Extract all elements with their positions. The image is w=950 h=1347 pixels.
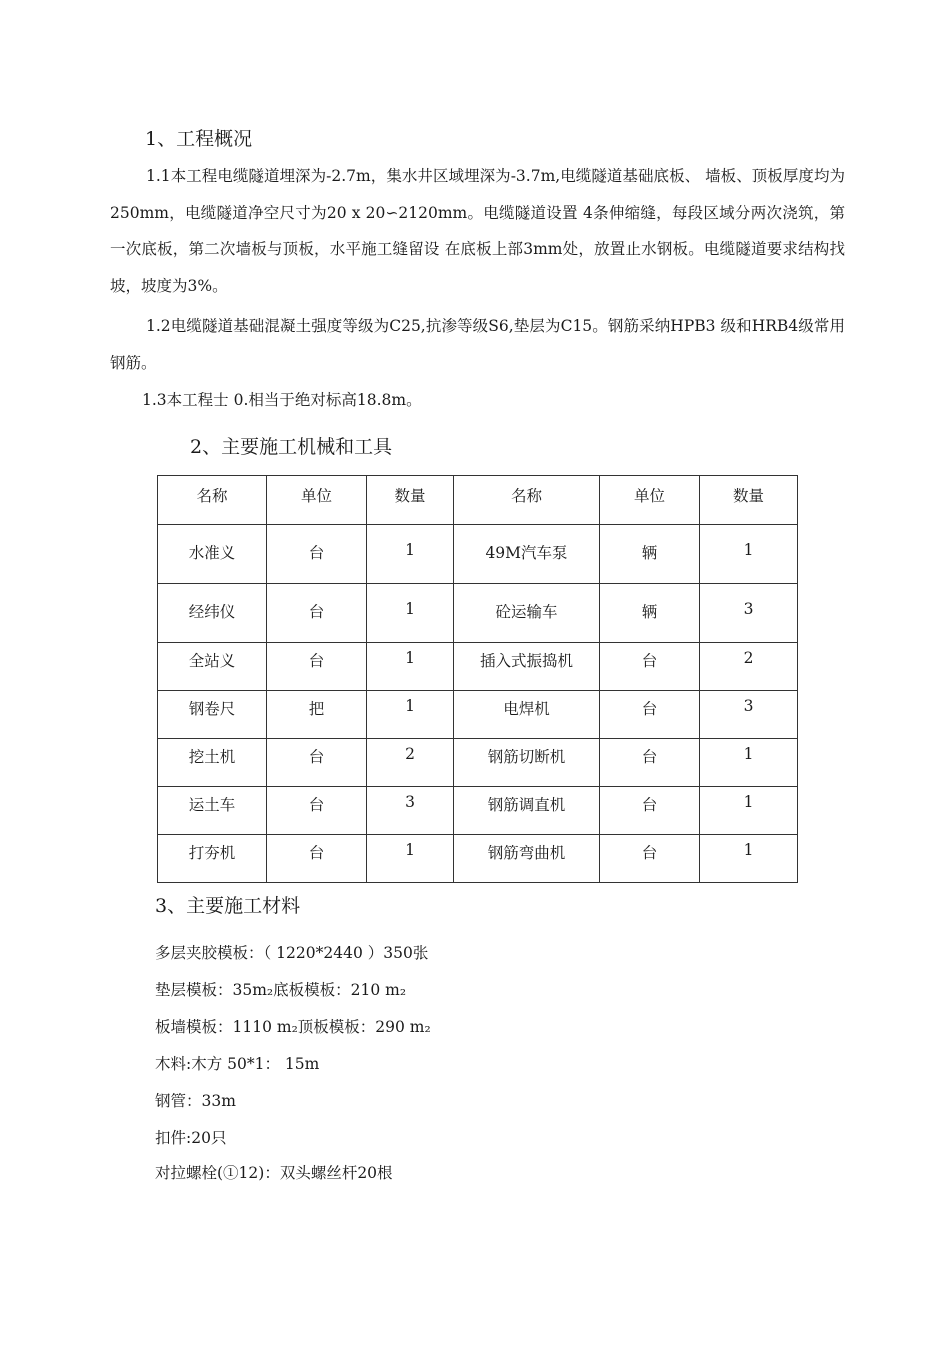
table-cell: 3 [700, 691, 798, 739]
table-row [158, 691, 798, 739]
table-row [158, 525, 798, 584]
table-cell: 1 [700, 739, 798, 787]
table-cell: 钢筋调直机 [454, 787, 600, 835]
table-cell: 1 [700, 787, 798, 835]
table-cell: 辆 [600, 525, 700, 584]
table-row [158, 835, 798, 883]
table-cell: 钢筋弯曲机 [454, 835, 600, 883]
table-cell: 把 [267, 691, 367, 739]
table-cell: 经纬仪 [158, 584, 267, 643]
table-cell: 钢筋切断机 [454, 739, 600, 787]
table-cell: 电焊机 [454, 691, 600, 739]
table-cell: 辆 [600, 584, 700, 643]
table-cell: 2 [700, 643, 798, 691]
table-cell: 1 [367, 525, 454, 584]
table-cell: 砼运输车 [454, 584, 600, 643]
table-cell: 台 [267, 739, 367, 787]
header-cell: 数量 [700, 476, 798, 525]
table-cell: 1 [700, 525, 798, 584]
table-row [158, 739, 798, 787]
table-cell: 台 [600, 835, 700, 883]
table-cell: 全站义 [158, 643, 267, 691]
header-cell: 单位 [267, 476, 367, 525]
paragraph-1-2: 1.2电缆隧道基础混凝土强度等级为C25,抗渗等级S6,垫层为C15。钢筋采纳HPB3 级和HRB4级常用钢筋。 [110, 317, 845, 372]
equipment-table [157, 475, 798, 883]
table-cell: 水准义 [158, 525, 267, 584]
table-cell: 台 [267, 643, 367, 691]
table-cell: 49M汽车泵 [454, 525, 600, 584]
table-row [158, 643, 798, 691]
table-cell: 台 [600, 691, 700, 739]
table-cell: 台 [267, 835, 367, 883]
material-item: 木料:木方 50*1： 15m [155, 1055, 320, 1073]
table-cell: 1 [367, 835, 454, 883]
table-cell: 台 [267, 787, 367, 835]
table-cell: 台 [600, 787, 700, 835]
table-cell: 台 [267, 525, 367, 584]
material-item: 扣件:20只 [155, 1129, 227, 1147]
table-cell: 台 [600, 643, 700, 691]
header-cell: 名称 [454, 476, 600, 525]
table-cell: 3 [367, 787, 454, 835]
table-cell: 1 [367, 691, 454, 739]
table-header-row [158, 476, 798, 525]
table-row [158, 787, 798, 835]
header-cell: 数量 [367, 476, 454, 525]
section-1-title: 1、工程概况 [145, 128, 253, 150]
table-row [158, 584, 798, 643]
table-cell: 3 [700, 584, 798, 643]
table-cell: 打夯机 [158, 835, 267, 883]
material-item: 板墙模板：1110 m₂顶板模板：290 m₂ [155, 1018, 431, 1036]
header-cell: 名称 [158, 476, 267, 525]
table-cell: 2 [367, 739, 454, 787]
table-cell: 1 [367, 584, 454, 643]
table-cell: 台 [267, 584, 367, 643]
paragraph-1-3: 1.3本工程士 0.相当于绝对标高18.8m。 [142, 391, 422, 409]
table-cell: 运土车 [158, 787, 267, 835]
material-item: 垫层模板：35m₂底板模板：210 m₂ [155, 981, 407, 999]
material-item: 多层夹胶模板：（ 1220*2440 ）350张 [155, 944, 429, 962]
table-cell: 1 [367, 643, 454, 691]
table-cell: 挖土机 [158, 739, 267, 787]
table-cell: 台 [600, 739, 700, 787]
header-cell: 单位 [600, 476, 700, 525]
section-2-title: 2、主要施工机械和工具 [190, 436, 393, 458]
paragraph-1-1: 1.1本工程电缆隧道埋深为-2.7m，集水井区域埋深为-3.7m,电缆隧道基础底板、 墙板、顶板厚度均为250mm，电缆隧道净空尺寸为20 x 20∽2120mm。电缆隧道设置 4条伸缩缝，每段区域分两次浇筑，第一次底板，第二次墙板与顶板，水平施工缝留设 在底板上部3mm处，放置止水钢板。电缆隧道要求结构找坡，坡度为3%。 [110, 167, 845, 295]
section-3-title: 3、主要施工材料 [155, 895, 301, 917]
material-item: 钢管：33m [155, 1092, 236, 1110]
table-cell: 插入式振捣机 [454, 643, 600, 691]
table-cell: 钢卷尺 [158, 691, 267, 739]
table-cell: 1 [700, 835, 798, 883]
material-item: 对拉螺栓(①12)：双头螺丝杆20根 [155, 1164, 393, 1182]
